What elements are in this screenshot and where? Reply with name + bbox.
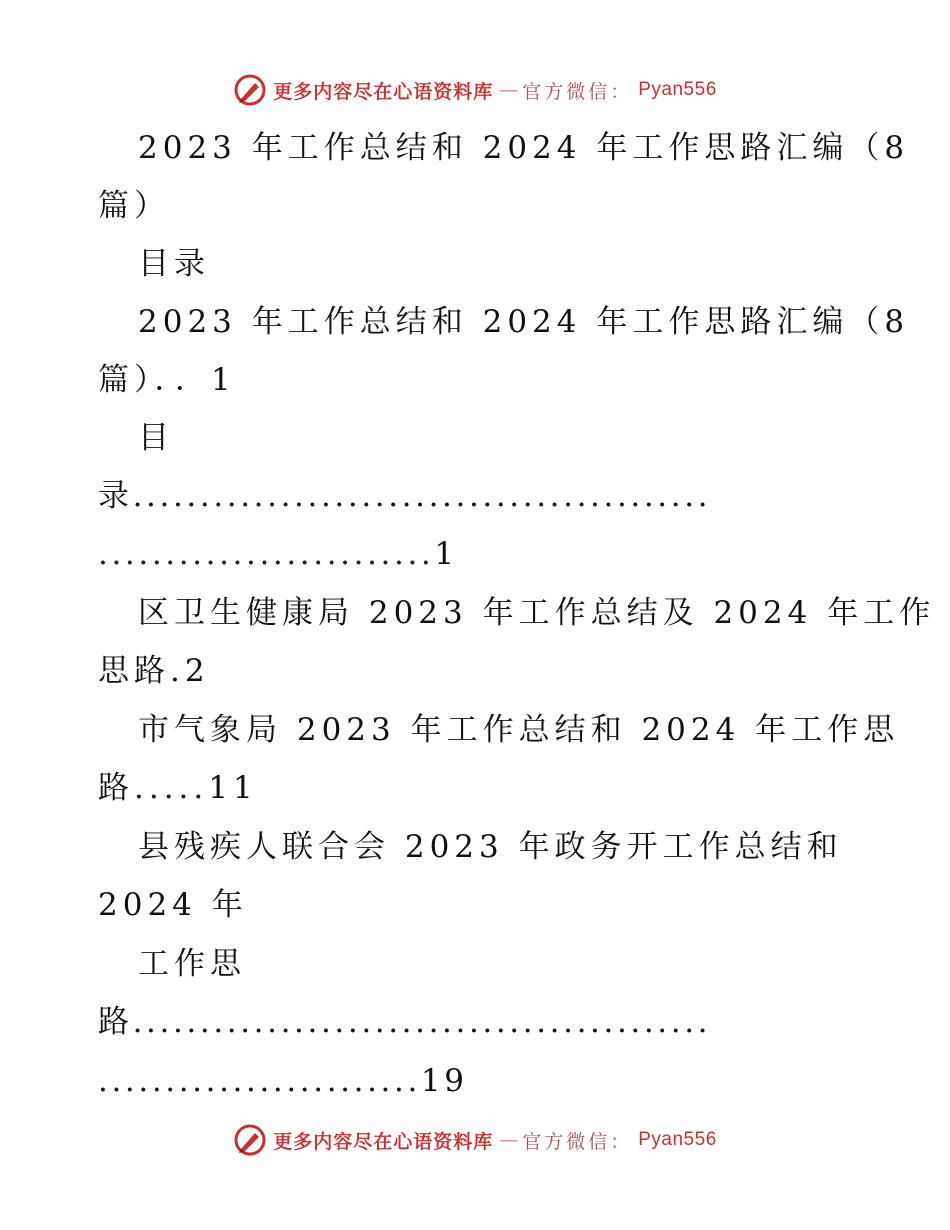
toc-entry-4-line-1: 市气象局 2023 年工作总结和 2024 年工作思 xyxy=(138,712,900,748)
doc-title-line-1: 2023 年工作总结和 2024 年工作思路汇编（8 xyxy=(138,130,910,166)
toc-entry-3-line-2: 思路.2 xyxy=(98,653,210,689)
toc-entry-5-line-2: 2024 年 xyxy=(98,887,248,923)
watermark-wechat-label: 官方微信： xyxy=(522,80,633,103)
pen-logo-icon xyxy=(233,73,267,107)
watermark-separator: — xyxy=(499,1129,517,1151)
toc-entry-5-line-4: 路........................................... xyxy=(98,1004,712,1040)
toc-entry-5-line-1: 县残疾人联合会 2023 年政务开工作总结和 xyxy=(138,829,843,865)
toc-entry-1-line-2: 篇）．．1 xyxy=(98,362,236,398)
header-watermark xyxy=(0,70,950,110)
toc-entry-4-line-2: 路.....11 xyxy=(98,770,258,806)
toc-entry-5-line-5: ........................19 xyxy=(98,1063,468,1099)
toc-heading: 目录 xyxy=(138,246,210,282)
doc-title-line-2: 篇） xyxy=(98,188,170,224)
toc-entry-2-line-2: 录........................................... xyxy=(98,478,712,514)
footer-watermark xyxy=(0,1120,950,1160)
toc-entry-5-line-3: 工作思 xyxy=(138,946,246,982)
toc-entry-2-line-1: 目 xyxy=(138,420,174,456)
watermark-wechat-id: Pyan556 xyxy=(638,79,717,100)
toc-entry-2-line-3: .........................1 xyxy=(98,536,458,572)
watermark-wechat-label: 官方微信： xyxy=(522,1130,633,1153)
toc-entry-3-line-1: 区卫生健康局 2023 年工作总结及 2024 年工作 xyxy=(138,595,936,631)
watermark-text: 更多内容尽在心语资料库 xyxy=(273,80,494,103)
pen-logo-icon xyxy=(233,1123,267,1157)
toc-entry-1-line-1: 2023 年工作总结和 2024 年工作思路汇编（8 xyxy=(138,304,910,340)
watermark-wechat-id: Pyan556 xyxy=(638,1129,717,1150)
watermark-text: 更多内容尽在心语资料库 xyxy=(273,1130,494,1153)
watermark-separator: — xyxy=(499,79,517,101)
